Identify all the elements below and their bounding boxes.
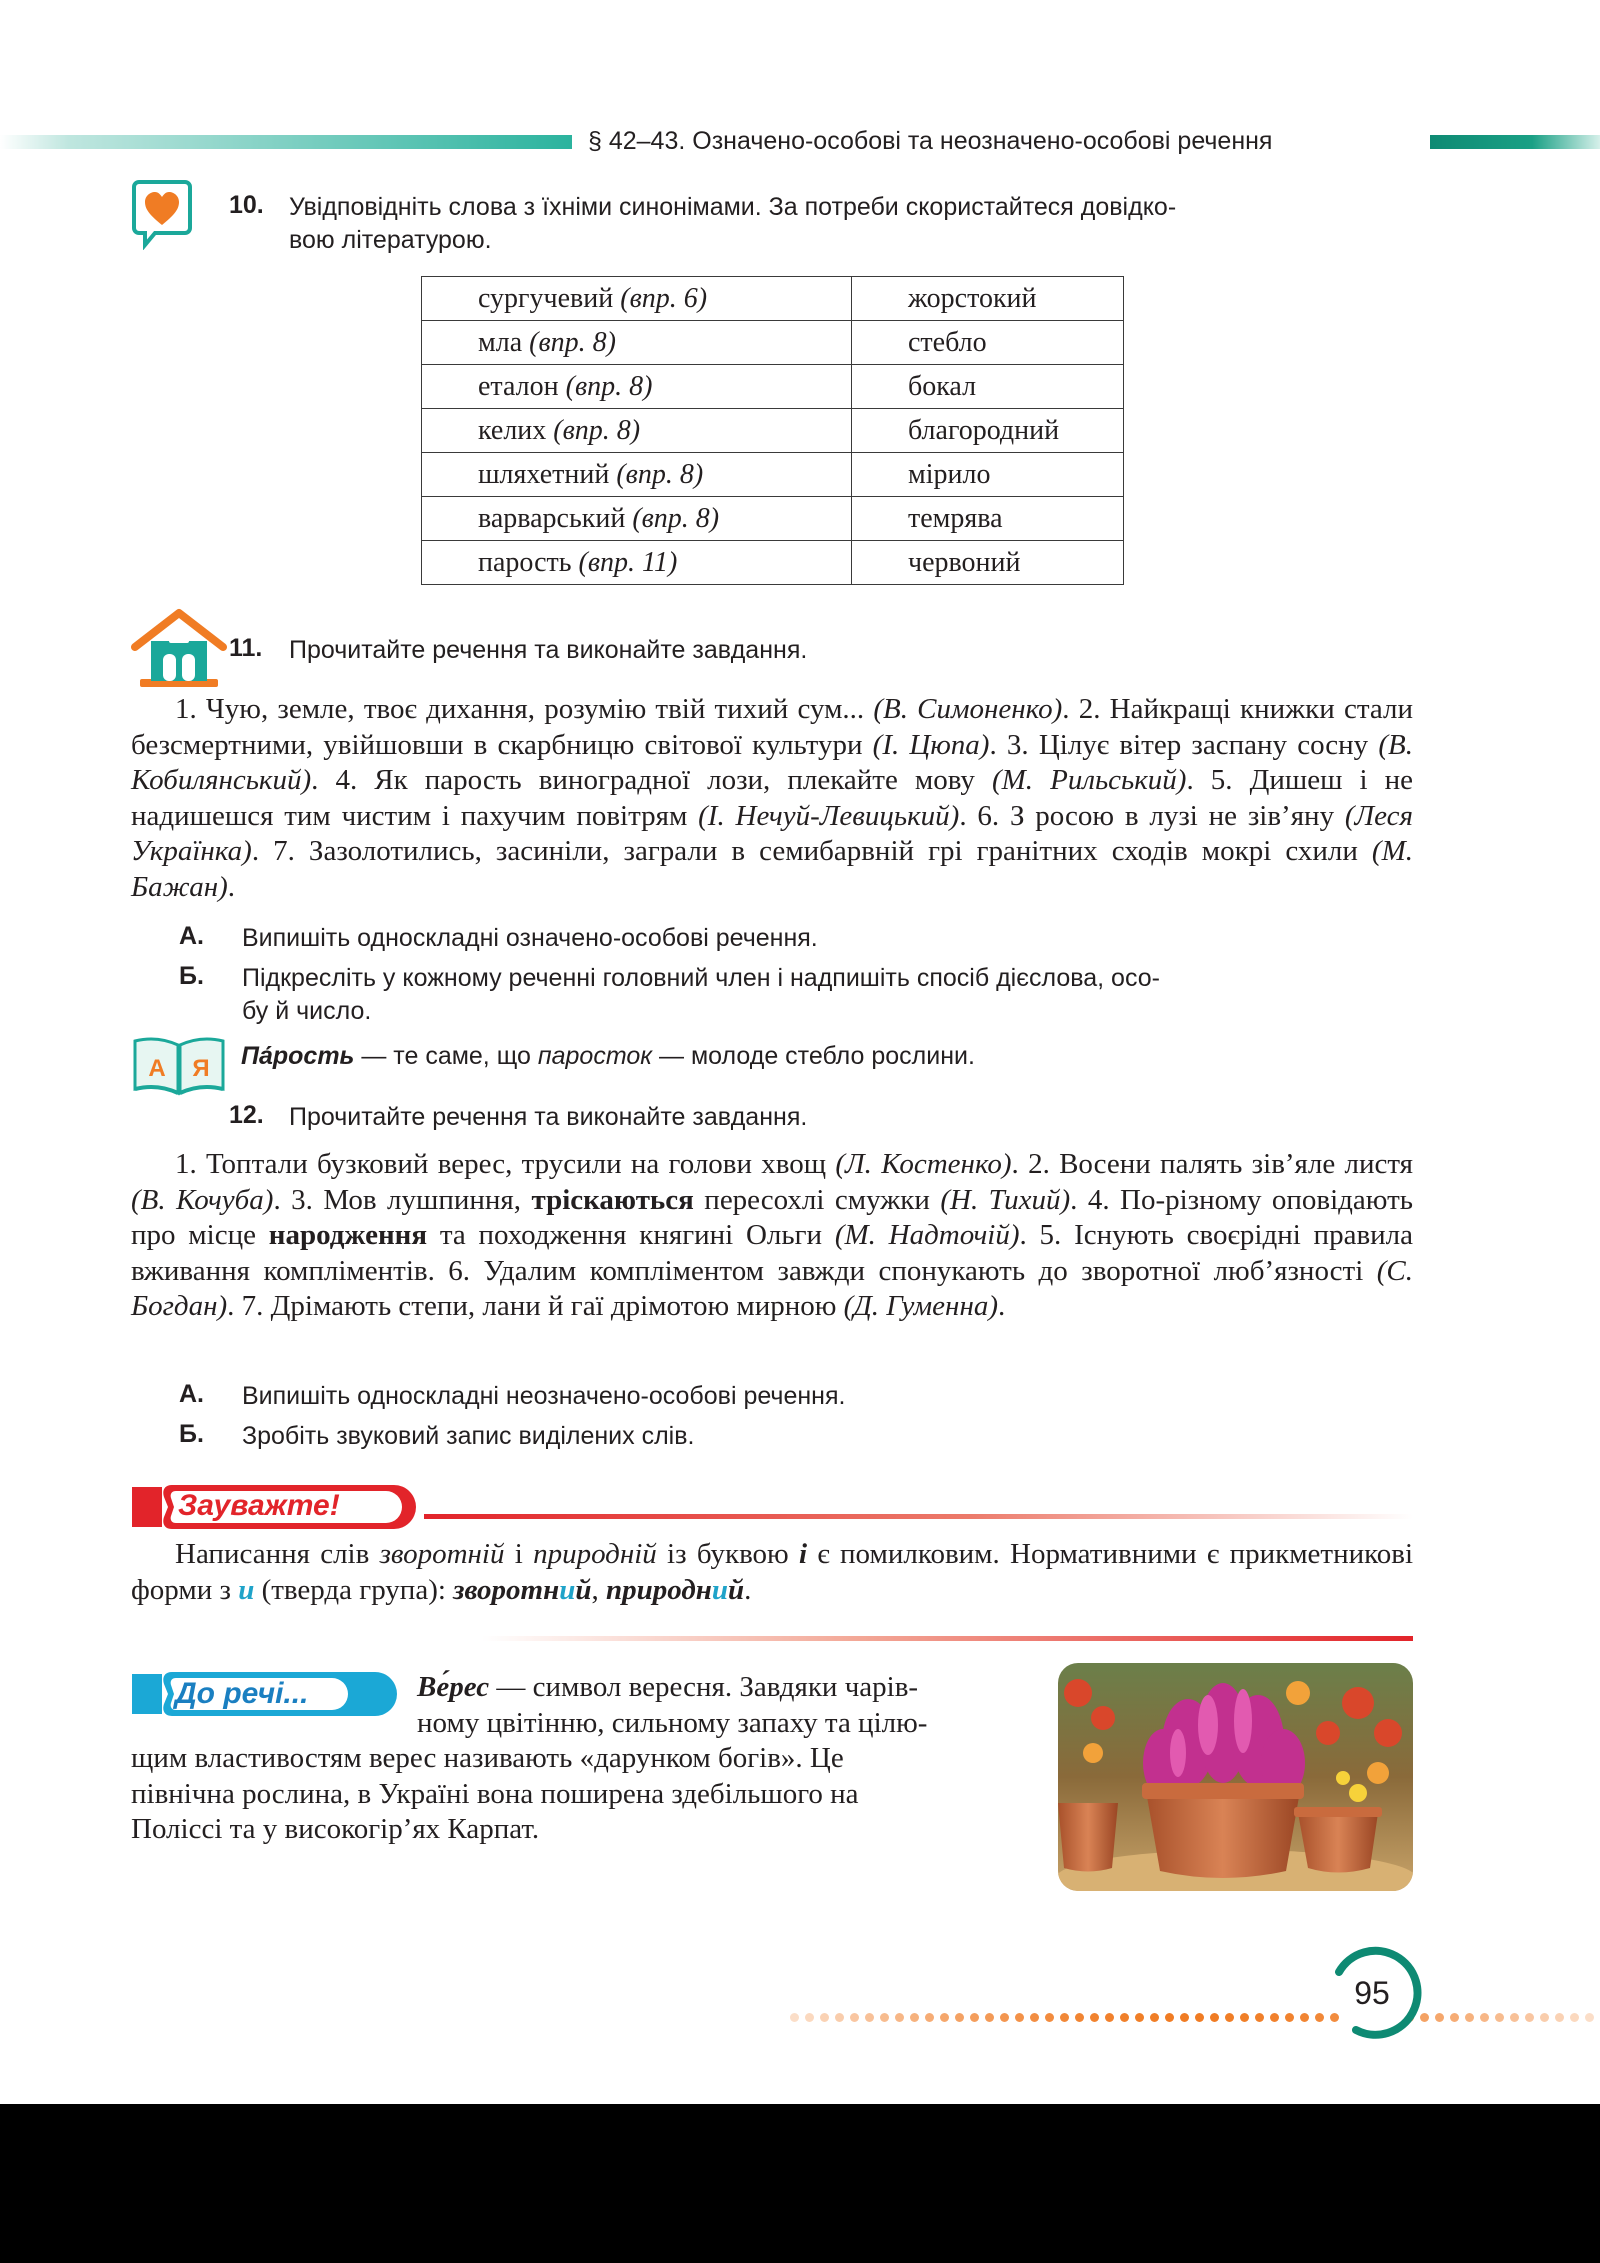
table-cell-word: сургучевий (впр. 6) bbox=[422, 277, 852, 321]
table-row bbox=[422, 541, 1124, 585]
task-11-b-letter: Б. bbox=[179, 962, 204, 990]
table-cell-synonym: благородний bbox=[852, 409, 1124, 453]
task-12-a-letter: А. bbox=[179, 1380, 204, 1408]
footer-dot bbox=[1120, 2013, 1129, 2022]
footer-dot bbox=[1465, 2013, 1474, 2022]
task-11-number: 11. bbox=[229, 634, 263, 662]
by-the-way-text-top: Ве́рес — символ вересня. Завдяки чарів- ному цвітінню, сильному запаху та цілю- bbox=[417, 1671, 928, 1739]
footer-dot bbox=[1030, 2013, 1039, 2022]
footer-dot bbox=[1510, 2013, 1519, 2022]
book-letter-ya: Я bbox=[192, 1055, 210, 1082]
footer-dot bbox=[985, 2013, 994, 2022]
task-11-a-letter: А. bbox=[179, 922, 204, 950]
footer-dot bbox=[1165, 2013, 1174, 2022]
footer-dot bbox=[1570, 2013, 1579, 2022]
footer-dot bbox=[1270, 2013, 1279, 2022]
footer-dot bbox=[1255, 2013, 1264, 2022]
task-12-text: 1. Топтали бузковий верес, трусили на голови хвощ (Л. Костенко). 2. Восени палять зів’яле листя (В. Кочуба). 3. Мов лушпиння, тріскаються пересохлі смужки (Н. Тихий). 4. По-різному оповідають про місце народження та походження княгині Ольги (М. Надточій). 5. Існують своєрідні правила вживання компліментів. 6. Удалим компліментом завжди спонукають до зворотної люб’язності (С. Богдан). 7. Дрімають степи, лани й гаї дрімотою мирною (Д. Гуменна). bbox=[131, 1148, 1413, 1322]
footer-dot bbox=[1585, 2013, 1594, 2022]
task-12-number: 12. bbox=[229, 1101, 264, 1129]
by-the-way-text-bottom: щим властивостям верес називають «дарунком богів». Це північна рослина, в Україні вона поширена здебільшого на Поліссі та у високогір’ях Карпат. bbox=[131, 1742, 859, 1845]
book-letter-a: А bbox=[148, 1055, 166, 1082]
footer-dot bbox=[850, 2013, 859, 2022]
footer-dot bbox=[835, 2013, 844, 2022]
table-cell-synonym: жорстокий bbox=[852, 277, 1124, 321]
task-10-number: 10. bbox=[229, 191, 264, 219]
by-the-way-tag bbox=[132, 1672, 397, 1716]
footer-dot bbox=[1240, 2013, 1249, 2022]
task-11-text: 1. Чую, земле, твоє дихання, розумію твій тихий сум... (В. Симоненко). 2. Найкращі книжки стали безсмертними, увійшовши в скарбницю світової культури (І. Цюпа). 3. Цілує вітер заспану сосну (В. Кобилянський). 4. Як парость виноградної лози, плекайте мову (М. Рильський). 5. Дишеш і не надишешся тим чистим і пахучим повітрям (І. Нечуй-Левицький). 6. З росою в лузі не зів’яну (Леся Українка). 7. Зазолотились, засиніли, заграли в семибарвній грі гранітних сходів мокрі схили (М. Бажан). bbox=[131, 693, 1414, 903]
footer-dot bbox=[1480, 2013, 1489, 2022]
footer-dot bbox=[895, 2013, 904, 2022]
heather-photo bbox=[1058, 1663, 1413, 1891]
footer-dot bbox=[970, 2013, 979, 2022]
footer-dots bbox=[790, 2011, 1600, 2023]
table-row bbox=[422, 321, 1124, 365]
header-bar-right bbox=[1430, 135, 1600, 149]
header-bar-left bbox=[0, 135, 572, 149]
note-top-line bbox=[424, 1514, 1413, 1519]
table-cell-synonym: бокал bbox=[852, 365, 1124, 409]
task-11-b-text: Підкресліть у кожному реченні головний член і надпишіть спосіб дієслова, осо- бу й число. bbox=[242, 964, 1160, 1025]
synonym-table bbox=[421, 276, 1124, 585]
footer-dot bbox=[865, 2013, 874, 2022]
by-the-way-title: До речі... bbox=[175, 1677, 309, 1710]
table-cell-synonym: мірило bbox=[852, 453, 1124, 497]
footer-dot bbox=[1435, 2013, 1444, 2022]
task-10-instruction: Увідповідніть слова з їхніми синонімами. За потреби скористайтеся довідко- вою літературою. bbox=[289, 193, 1177, 254]
footer-dot bbox=[1015, 2013, 1024, 2022]
table-cell-word: мла (впр. 8) bbox=[422, 321, 852, 365]
table-cell-word: еталон (впр. 8) bbox=[422, 365, 852, 409]
footer-dot bbox=[880, 2013, 889, 2022]
task-12-instruction: Прочитайте речення та виконайте завдання. bbox=[289, 1103, 808, 1131]
table-cell-word: варварський (впр. 8) bbox=[422, 497, 852, 541]
table-cell-word: келих (впр. 8) bbox=[422, 409, 852, 453]
page-number-badge bbox=[1326, 1942, 1424, 2047]
footer-dot bbox=[1135, 2013, 1144, 2022]
footer-dot bbox=[1450, 2013, 1459, 2022]
task-12-b-letter: Б. bbox=[179, 1420, 204, 1448]
footer-dot bbox=[925, 2013, 934, 2022]
dictionary-book-icon bbox=[131, 1031, 227, 1102]
house-icon bbox=[131, 607, 227, 694]
note-text: Написання слів зворотній і природній із буквою і є помилковим. Нормативними є прикметникові форми з и (тверда група): зворотний, природний. bbox=[131, 1538, 1413, 1606]
footer-dot bbox=[1525, 2013, 1534, 2022]
footer-dot bbox=[1045, 2013, 1054, 2022]
footer-dot bbox=[790, 2013, 799, 2022]
footer-dot bbox=[1000, 2013, 1009, 2022]
footer-dot bbox=[910, 2013, 919, 2022]
dictionary-note: Па́рость — те саме, що паросток — молоде стебло рослини. bbox=[241, 1042, 975, 1070]
page-header-title: § 42–43. Означено-особові та неозначено-особові речення bbox=[588, 127, 1273, 155]
footer-dot bbox=[1180, 2013, 1189, 2022]
table-cell-word: парость (впр. 11) bbox=[422, 541, 852, 585]
footer-dot bbox=[1315, 2013, 1324, 2022]
table-row bbox=[422, 365, 1124, 409]
footer-dot bbox=[955, 2013, 964, 2022]
table-cell-word: шляхетний (впр. 8) bbox=[422, 453, 852, 497]
task-11-instruction: Прочитайте речення та виконайте завдання. bbox=[289, 636, 808, 664]
heart-chat-icon bbox=[131, 178, 193, 255]
footer-dot bbox=[1300, 2013, 1309, 2022]
footer-dot bbox=[1225, 2013, 1234, 2022]
table-cell-synonym: червоний bbox=[852, 541, 1124, 585]
table-row bbox=[422, 453, 1124, 497]
table-row bbox=[422, 497, 1124, 541]
footer-dot bbox=[1105, 2013, 1114, 2022]
footer-dot bbox=[1195, 2013, 1204, 2022]
footer-dot bbox=[1075, 2013, 1084, 2022]
footer-dot bbox=[1555, 2013, 1564, 2022]
footer-dot bbox=[820, 2013, 829, 2022]
table-cell-synonym: стебло bbox=[852, 321, 1124, 365]
note-title: Зауважте! bbox=[178, 1489, 340, 1522]
table-row bbox=[422, 277, 1124, 321]
footer-dot bbox=[805, 2013, 814, 2022]
table-cell-synonym: темрява bbox=[852, 497, 1124, 541]
footer-dot bbox=[1090, 2013, 1099, 2022]
footer-dot bbox=[1495, 2013, 1504, 2022]
page-number: 95 bbox=[1354, 1975, 1390, 2011]
footer-dot bbox=[940, 2013, 949, 2022]
footer-dot bbox=[1210, 2013, 1219, 2022]
note-tag bbox=[132, 1485, 417, 1529]
task-12-a-text: Випишіть односкладні неозначено-особові речення. bbox=[242, 1382, 846, 1410]
footer-dot bbox=[1060, 2013, 1069, 2022]
note-bottom-line bbox=[482, 1636, 1413, 1641]
footer-dot bbox=[1540, 2013, 1549, 2022]
footer-dot bbox=[1150, 2013, 1159, 2022]
table-row bbox=[422, 409, 1124, 453]
task-11-a-text: Випишіть односкладні означено-особові речення. bbox=[242, 924, 818, 952]
task-12-b-text: Зробіть звуковий запис виділених слів. bbox=[242, 1422, 695, 1450]
footer-dot bbox=[1285, 2013, 1294, 2022]
